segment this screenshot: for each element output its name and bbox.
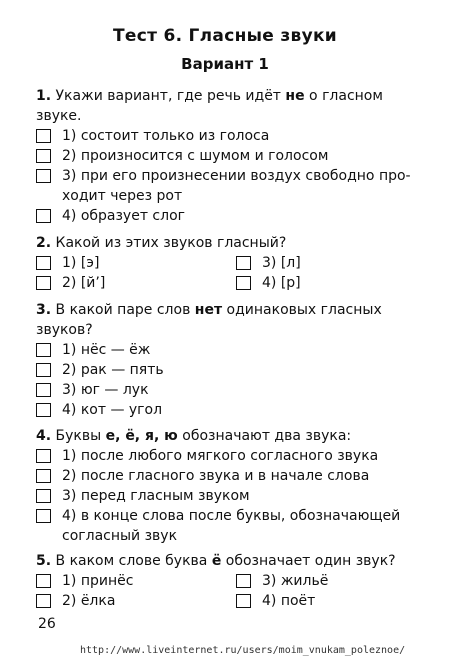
checkbox[interactable]	[236, 276, 251, 290]
question-number: 1.	[36, 88, 52, 104]
option-label: 4) кот — угол	[62, 402, 163, 418]
question-emphasis: нет	[194, 302, 223, 318]
option-label: 4) поёт	[262, 593, 316, 609]
variant-heading: Вариант 1	[181, 55, 269, 73]
checkbox[interactable]	[36, 169, 51, 183]
option-label: 4) [р]	[262, 275, 301, 291]
question-emphasis: не	[285, 88, 305, 104]
footer-url: http://www.liveinternet.ru/users/moim_vnukam_poleznoe/	[80, 645, 406, 656]
option-label: 2) ёлка	[62, 593, 116, 609]
page-title: Тест 6. Гласные звуки	[112, 26, 338, 46]
question-text: обозначает один звук?	[225, 553, 396, 569]
question-number: 5.	[36, 553, 52, 569]
option-label: согласный звук	[62, 528, 178, 544]
option-label: 2) после гласного звука и в начале слова	[62, 468, 370, 484]
option-label: ходит через рот	[62, 188, 183, 204]
checkbox[interactable]	[36, 469, 51, 483]
question-text: Укажи вариант, где речь идёт	[55, 88, 281, 104]
question-text: В каком слове буква	[55, 553, 208, 569]
question-5	[36, 551, 422, 571]
checkbox[interactable]	[36, 449, 51, 463]
question-2	[36, 233, 422, 253]
question-text: Буквы	[55, 428, 102, 444]
option-label: 3) юг — лук	[62, 382, 149, 398]
option-label: 2) [й’]	[62, 275, 106, 291]
option-label: 4) образует слог	[62, 208, 185, 224]
question-number: 4.	[36, 428, 52, 444]
checkbox[interactable]	[36, 594, 51, 608]
question-number: 2.	[36, 235, 52, 251]
option-label: 2) рак — пять	[62, 362, 164, 378]
question-emphasis: ё	[211, 553, 222, 569]
option-label: 1) после любого мягкого согласного звука	[62, 448, 379, 464]
checkbox[interactable]	[36, 256, 51, 270]
option-label: 4) в конце слова после буквы, обозначающей	[62, 508, 401, 524]
checkbox[interactable]	[36, 383, 51, 397]
checkbox[interactable]	[36, 574, 51, 588]
question-3	[36, 300, 422, 320]
question-4	[36, 426, 422, 446]
question-text: одинаковых гласных	[226, 302, 382, 318]
checkbox[interactable]	[236, 574, 251, 588]
checkbox[interactable]	[236, 594, 251, 608]
checkbox[interactable]	[36, 343, 51, 357]
option-label: 1) состоит только из голоса	[62, 128, 270, 144]
question-emphasis: е, ё, я, ю	[105, 428, 178, 444]
question-text: В какой паре слов	[55, 302, 191, 318]
option-label: 1) принёс	[62, 573, 134, 589]
option-label: 3) при его произнесении воздух свободно про-	[62, 168, 411, 184]
option-label: 1) [э]	[62, 255, 100, 271]
checkbox[interactable]	[36, 403, 51, 417]
question-number: 3.	[36, 302, 52, 318]
option-label: 1) нёс — ёж	[62, 342, 151, 358]
question-text: о гласном звуке.	[36, 88, 383, 124]
checkbox[interactable]	[36, 276, 51, 290]
option-label: 3) жильё	[262, 573, 329, 589]
option-label: 2) произносится с шумом и голосом	[62, 148, 329, 164]
question-text: Какой из этих звуков гласный?	[55, 235, 287, 251]
checkbox[interactable]	[36, 509, 51, 523]
checkbox[interactable]	[36, 363, 51, 377]
checkbox[interactable]	[36, 149, 51, 163]
checkbox[interactable]	[36, 489, 51, 503]
checkbox[interactable]	[36, 129, 51, 143]
page-number: 26	[38, 616, 56, 632]
question-3-line2: звуков?	[36, 322, 93, 338]
question-text: обозначают два звука:	[182, 428, 352, 444]
checkbox[interactable]	[36, 209, 51, 223]
option-label: 3) перед гласным звуком	[62, 488, 250, 504]
option-label: 3) [л]	[262, 255, 301, 271]
checkbox[interactable]	[236, 256, 251, 270]
question-1	[36, 86, 422, 126]
